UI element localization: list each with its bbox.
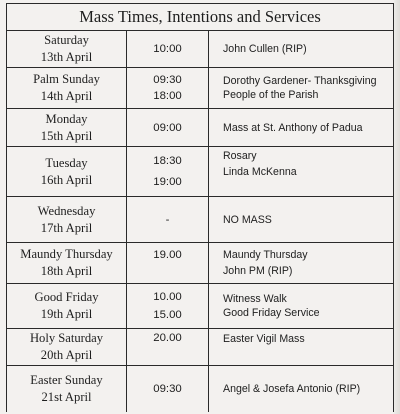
- day-date: 14th April: [40, 89, 93, 103]
- intention-text: Witness Walk: [223, 293, 287, 305]
- intention-text: John PM (RIP): [223, 265, 293, 277]
- day-date: 18th April: [40, 264, 93, 278]
- table-title: Mass Times, Intentions and Services: [7, 4, 393, 31]
- table-row: [7, 68, 393, 109]
- intention-cell: [209, 329, 393, 365]
- time-cell: [127, 68, 209, 108]
- day-name: Maundy Thursday: [20, 247, 113, 261]
- time-cell: [127, 329, 209, 365]
- mass-time: 10:00: [153, 43, 182, 55]
- table-row: [7, 197, 393, 243]
- table-row: [7, 31, 393, 68]
- intention-cell: [209, 243, 393, 283]
- day-cell: [7, 109, 127, 146]
- intention-text: Easter Vigil Mass: [223, 333, 305, 345]
- day-name: Easter Sunday: [30, 373, 103, 387]
- time-cell: [127, 31, 209, 67]
- day-date: 16th April: [40, 172, 93, 187]
- mass-time: 09:30: [153, 74, 182, 86]
- mass-time: 10.00: [153, 291, 182, 303]
- day-name: Saturday: [44, 33, 89, 47]
- table-row: [7, 109, 393, 147]
- intention-text: Rosary: [223, 150, 257, 162]
- intention-cell: [209, 197, 393, 242]
- day-name: Monday: [45, 111, 88, 126]
- intention-cell: [209, 366, 393, 412]
- intention-cell: [209, 109, 393, 146]
- intention-text: Linda McKenna: [223, 166, 297, 178]
- intention-cell: [209, 68, 393, 108]
- day-cell: [7, 329, 127, 365]
- mass-time: 09:00: [153, 121, 182, 134]
- day-name: Tuesday: [45, 155, 88, 170]
- table-row: [7, 284, 393, 329]
- time-cell: [127, 366, 209, 412]
- mass-time: 18:00: [153, 90, 182, 102]
- day-name: Good Friday: [34, 290, 99, 304]
- page-edge: [394, 0, 400, 414]
- day-date: 20th April: [40, 348, 93, 362]
- table-row: [7, 147, 393, 197]
- time-cell: [127, 147, 209, 196]
- intention-text: Good Friday Service: [223, 307, 320, 319]
- time-cell: [127, 284, 209, 328]
- intention-cell: [209, 31, 393, 67]
- mass-time: 18:30: [153, 155, 182, 168]
- day-cell: [7, 68, 127, 108]
- day-date: 17th April: [40, 220, 93, 235]
- mass-time: 09:30: [153, 383, 182, 395]
- mass-schedule-table: [6, 3, 394, 412]
- intention-text: People of the Parish: [223, 89, 319, 101]
- day-date: 15th April: [40, 128, 93, 143]
- day-date: 19th April: [40, 307, 93, 321]
- day-cell: [7, 147, 127, 196]
- intention-text: Mass at St. Anthony of Padua: [223, 121, 363, 134]
- day-name: Palm Sunday: [33, 72, 100, 86]
- table-row: [7, 243, 393, 284]
- intention-text: NO MASS: [223, 213, 272, 226]
- table-row: [7, 366, 393, 412]
- intention-cell: [209, 284, 393, 328]
- day-cell: [7, 243, 127, 283]
- day-date: 13th April: [40, 50, 93, 64]
- mass-time: 15.00: [153, 309, 182, 321]
- day-cell: [7, 197, 127, 242]
- intention-text: Dorothy Gardener- Thanksgiving: [223, 75, 377, 87]
- mass-time: 20.00: [153, 332, 182, 344]
- mass-time: -: [165, 213, 170, 226]
- day-name: Holy Saturday: [29, 331, 104, 345]
- day-cell: [7, 31, 127, 67]
- time-cell: [127, 243, 209, 283]
- table-row: [7, 329, 393, 366]
- intention-text: John Cullen (RIP): [223, 43, 307, 55]
- time-cell: [127, 109, 209, 146]
- day-cell: [7, 284, 127, 328]
- mass-time: 19:00: [153, 175, 182, 188]
- intention-text: Maundy Thursday: [223, 249, 308, 261]
- day-cell: [7, 366, 127, 412]
- day-date: 21st April: [41, 390, 92, 404]
- mass-time: 19.00: [153, 249, 182, 261]
- intention-text: Angel & Josefa Antonio (RIP): [223, 383, 361, 395]
- time-cell: [127, 197, 209, 242]
- day-name: Wednesday: [37, 203, 96, 218]
- intention-cell: [209, 147, 393, 196]
